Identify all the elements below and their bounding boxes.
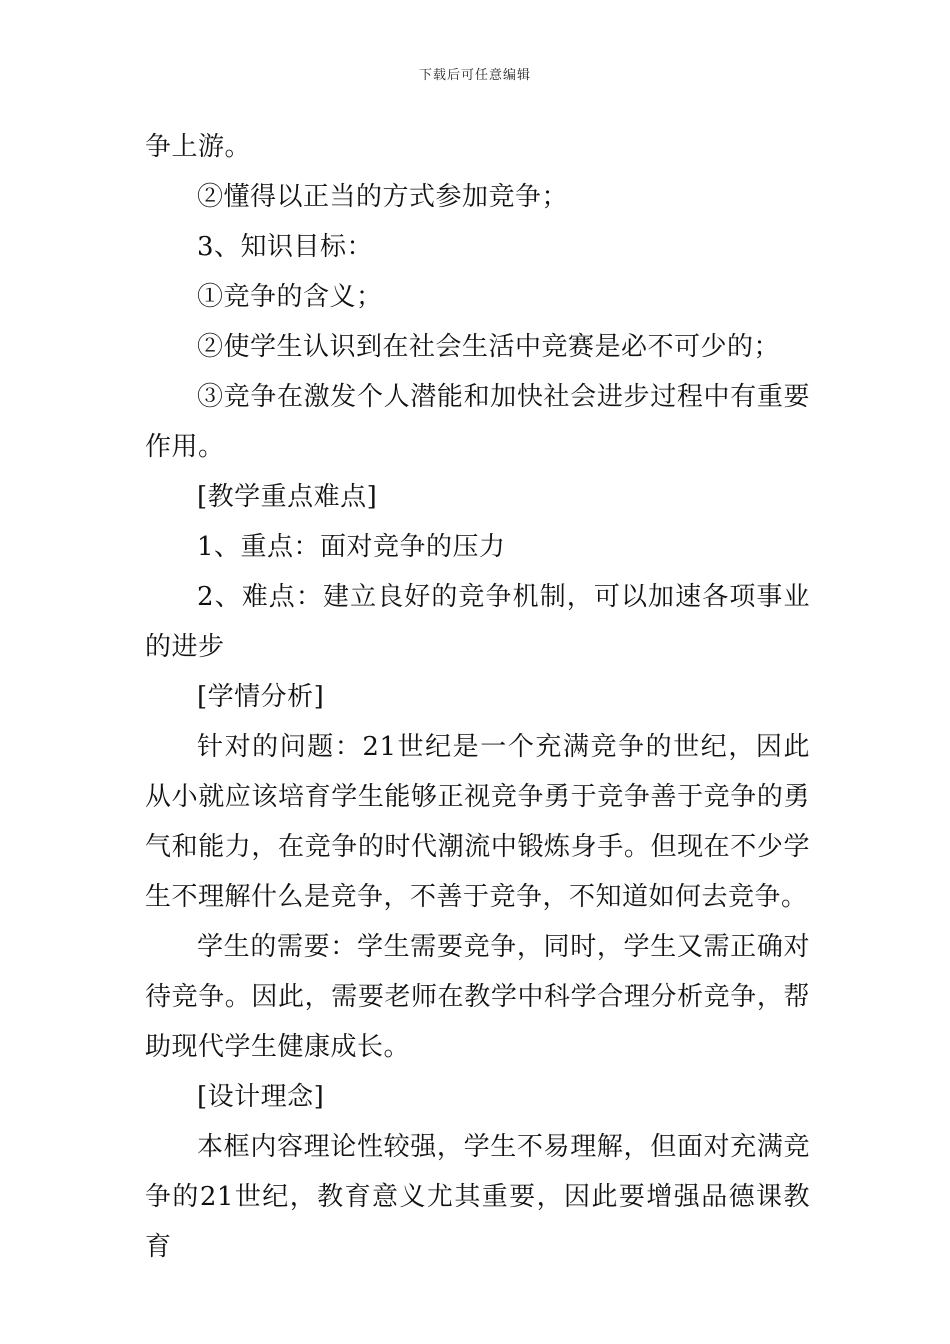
paragraph: 针对的问题：21世纪是一个充满竞争的世纪，因此从小就应该培育学生能够正视竞争勇于竞争善于竞争的勇气和能力，在竞争的时代潮流中锻炼身手。但现在不少学生不理解什么是竞争，不善于竞争，不知道如何去竞争。	[145, 732, 810, 912]
paragraph: ②使学生认识到在社会生活中竞赛是必不可少的；	[197, 332, 781, 362]
section-heading: 3、知识目标：	[197, 232, 374, 262]
paragraph: 争上游。	[145, 132, 252, 162]
paragraph: ①竞争的含义；	[197, 282, 383, 312]
paragraph: 本框内容理论性较强，学生不易理解，但面对充满竞争的21世纪，教育意义尤其重要，因此要增强品德课教育	[145, 1132, 810, 1262]
section-heading: [教学重点难点]	[197, 482, 378, 512]
paragraph: ③竞争在激发个人潜能和加快社会进步过程中有重要作用。	[145, 382, 810, 462]
section-heading: [设计理念]	[197, 1082, 325, 1112]
paragraph: 学生的需要：学生需要竞争，同时，学生又需正确对待竞争。因此，需要老师在教学中科学合理分析竞争，帮助现代学生健康成长。	[145, 932, 810, 1062]
paragraph: 1、重点：面对竞争的压力	[197, 532, 506, 562]
document-body	[145, 122, 810, 1272]
paragraph: ②懂得以正当的方式参加竞争；	[197, 182, 569, 212]
section-heading: [学情分析]	[197, 682, 325, 712]
paragraph: 2、难点：建立良好的竞争机制，可以加速各项事业的进步	[145, 582, 810, 662]
page-header: 下载后可任意编辑	[418, 68, 531, 83]
